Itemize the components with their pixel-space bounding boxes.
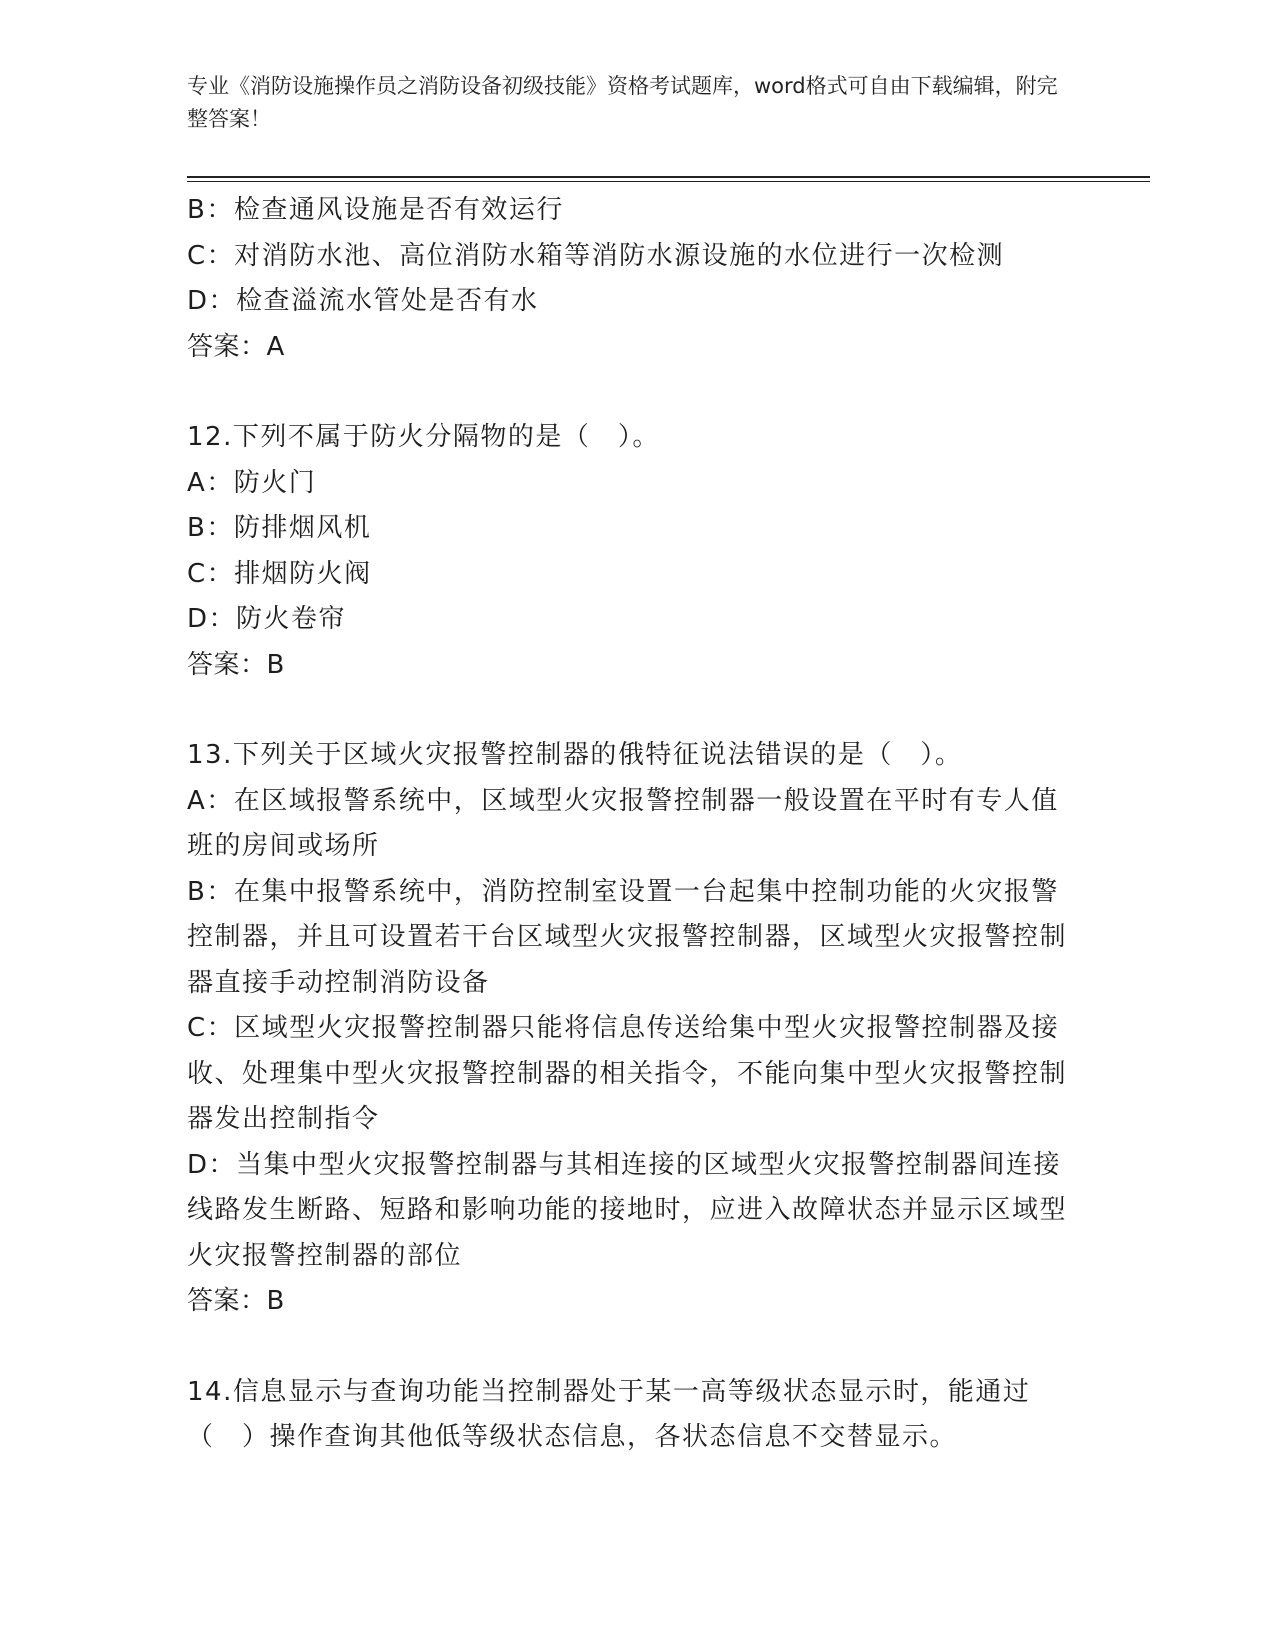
question-content bbox=[187, 188, 1077, 1461]
answer-label: 答案：B bbox=[187, 1286, 285, 1316]
header-divider-thick bbox=[187, 176, 1150, 178]
spacer bbox=[187, 688, 1077, 733]
question-stem: 14.信息显示与查询功能当控制器处于某一高等级状态显示时，能通过（ ）操作查询其他低等级状态信息，各状态信息不交替显示。 bbox=[187, 1376, 1031, 1452]
option-b: B：检查通风设施是否有效运行 bbox=[187, 195, 564, 225]
option-b: B：防排烟风机 bbox=[187, 513, 372, 543]
option-a: A：防火门 bbox=[187, 467, 317, 498]
question-stem: 13.下列关于区域火灾报警控制器的俄特征说法错误的是（ ）。 bbox=[187, 740, 963, 770]
document-header: 专业《消防设施操作员之消防设备初级技能》资格考试题库，word格式可自由下载编辑，附完整答案！ bbox=[187, 74, 1058, 131]
answer-label: 答案：A bbox=[187, 331, 285, 362]
question-stem: 12.下列不属于防火分隔物的是（ ）。 bbox=[187, 422, 660, 452]
option-a: A：在区域报警系统中，区域型火灾报警控制器一般设置在平时有专人值班的房间或场所 bbox=[187, 785, 1059, 861]
spacer bbox=[187, 370, 1077, 415]
header-divider-thin bbox=[187, 181, 1150, 182]
option-c: C：区域型火灾报警控制器只能将信息传送给集中型火灾报警控制器及接收、处理集中型火灾报警控制器的相关指令，不能向集中型火灾报警控制器发出控制指令 bbox=[187, 1013, 1068, 1134]
option-c: C：对消防水池、高位消防水箱等消防水源设施的水位进行一次检测 bbox=[187, 240, 1005, 271]
option-d: D：当集中型火灾报警控制器与其相连接的区域型火灾报警控制器间连接线路发生断路、短路和影响功能的接地时，应进入故障状态并显示区域型火灾报警控制器的部位 bbox=[187, 1149, 1068, 1271]
option-b: B：在集中报警系统中，消防控制室设置一台起集中控制功能的火灾报警控制器，并且可设置若干台区域型火灾报警控制器，区域型火灾报警控制器直接手动控制消防设备 bbox=[187, 876, 1068, 998]
option-d: D：防火卷帘 bbox=[187, 604, 347, 634]
option-d: D：检查溢流水管处是否有水 bbox=[187, 286, 539, 316]
spacer bbox=[187, 1325, 1077, 1370]
answer-label: 答案：B bbox=[187, 649, 285, 680]
option-c: C：排烟防火阀 bbox=[187, 558, 372, 589]
